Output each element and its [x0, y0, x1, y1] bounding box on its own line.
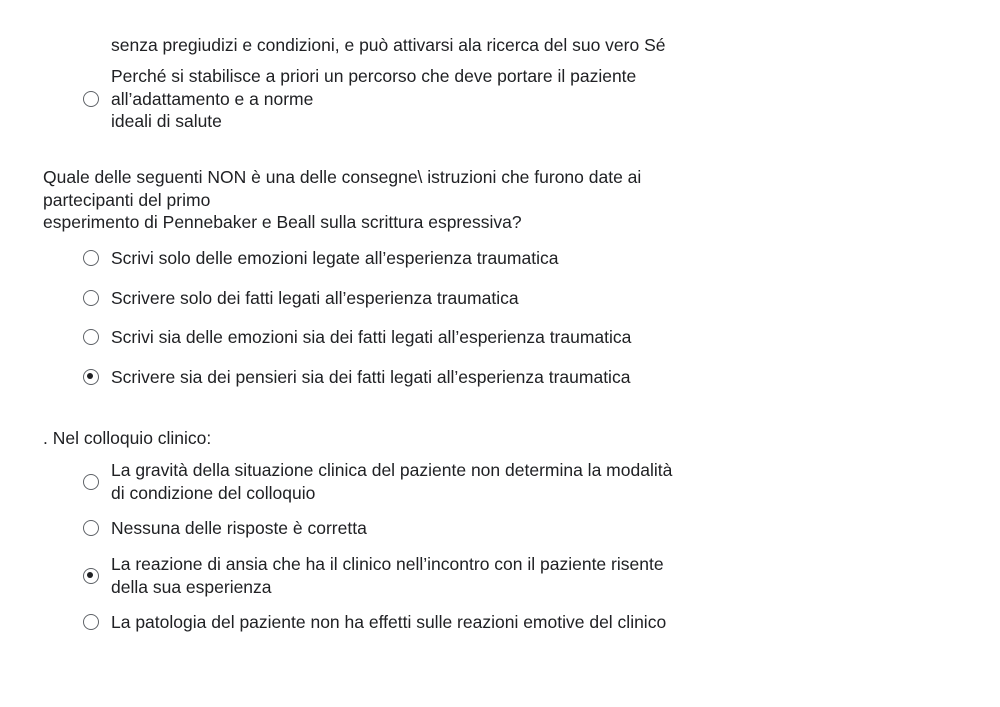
radio-button[interactable]: [83, 91, 99, 107]
option-nessuna-corretta[interactable]: [0, 517, 760, 541]
option-pensieri-e-fatti[interactable]: [0, 366, 760, 390]
option-label: Scrivere sia dei pensieri sia dei fatti legati all’esperienza traumatica: [111, 367, 631, 387]
radio-button[interactable]: [83, 520, 99, 536]
radio-button[interactable]: [83, 290, 99, 306]
option-emozioni-e-fatti[interactable]: [0, 326, 760, 350]
option-label: Nessuna delle risposte è corretta: [111, 518, 367, 538]
option-gravita-situazione[interactable]: [0, 459, 760, 505]
option-label: Scrivi sia delle emozioni sia dei fatti legati all’esperienza traumatica: [111, 327, 632, 347]
question-pennebaker-text: Quale delle seguenti NON è una delle consegne\ istruzioni che furono date ai partecipanti del primo esperimento di Pennebaker e Beall sulla scrittura espressiva?: [43, 167, 642, 232]
option-patologia-paziente[interactable]: [0, 611, 760, 635]
radio-button-selected[interactable]: [83, 568, 99, 584]
question-colloquio-text: . Nel colloquio clinico:: [43, 428, 212, 448]
radio-button[interactable]: [83, 329, 99, 345]
option-label: La gravità della situazione clinica del paziente non determina la modalità di condizione del colloquio: [111, 460, 673, 503]
radio-button[interactable]: [83, 474, 99, 490]
option-reazione-ansia[interactable]: [0, 553, 760, 599]
option-label: Scrivi solo delle emozioni legate all’esperienza traumatica: [111, 248, 559, 268]
option-label: La patologia del paziente non ha effetti sulle reazioni emotive del clinico: [111, 612, 667, 632]
option-label: Perché si stabilisce a priori un percorso che deve portare il paziente all’adattamento e a norme ideali di salute: [111, 66, 637, 131]
previous-question-option[interactable]: [0, 65, 760, 135]
option-label: Scrivere solo dei fatti legati all’esperienza traumatica: [111, 288, 519, 308]
radio-button-selected[interactable]: [83, 369, 99, 385]
radio-button[interactable]: [83, 250, 99, 266]
option-label: La reazione di ansia che ha il clinico nell’incontro con il paziente risente della sua esperienza: [111, 554, 664, 597]
radio-button[interactable]: [83, 614, 99, 630]
previous-option-tail-text: senza pregiudizi e condizioni, e può attivarsi ala ricerca del suo vero Sé: [111, 35, 666, 55]
option-emozioni-solo[interactable]: [0, 247, 760, 271]
option-fatti-solo[interactable]: [0, 287, 760, 311]
